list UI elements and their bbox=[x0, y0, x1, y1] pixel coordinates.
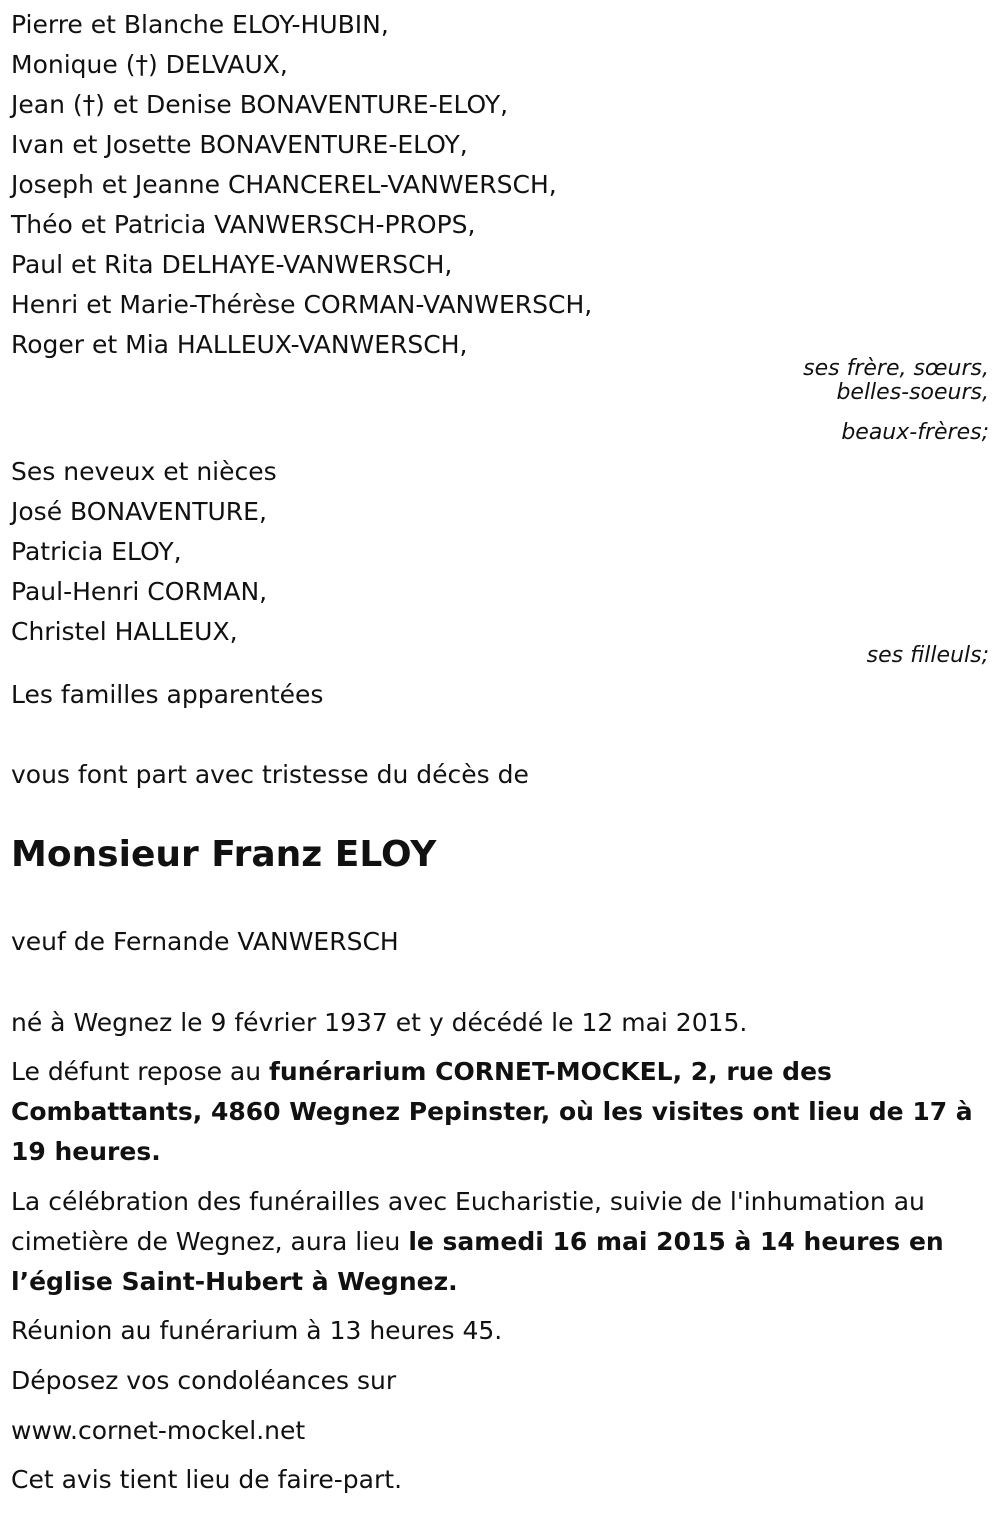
website-link[interactable]: www.cornet-mockel.net bbox=[11, 1416, 306, 1445]
birth-death-info: né à Wegnez le 9 février 1937 et y décédé le 12 mai 2015. bbox=[11, 1008, 748, 1037]
family-member: Théo et Patricia VANWERSCH-PROPS, bbox=[11, 210, 476, 239]
related-families: Les familles apparentées bbox=[11, 680, 324, 709]
relation-line: beaux-frères; bbox=[841, 420, 989, 445]
closing-note: Cet avis tient lieu de faire-part. bbox=[11, 1465, 403, 1494]
widower-of: veuf de Fernande VANWERSCH bbox=[11, 927, 399, 956]
relation-siblings bbox=[803, 357, 989, 405]
nephew-name: Christel HALLEUX, bbox=[11, 617, 238, 646]
rest-paragraph bbox=[11, 1052, 989, 1172]
rest-prefix: Le défunt repose au bbox=[11, 1057, 270, 1086]
deceased-name: Monsieur Franz ELOY bbox=[11, 834, 437, 875]
relation-godchildren bbox=[867, 644, 989, 668]
family-member: Joseph et Jeanne CHANCEREL-VANWERSCH, bbox=[11, 170, 557, 199]
funeral-date-place: le samedi 16 mai 2015 à 14 heures en l’église Saint-Hubert à Wegnez. bbox=[11, 1227, 944, 1296]
relation-line: ses filleuls; bbox=[866, 643, 989, 668]
nephews-list bbox=[11, 452, 277, 652]
funeral-paragraph bbox=[11, 1182, 989, 1302]
nephew-name: Patricia ELOY, bbox=[11, 537, 182, 566]
family-member: Jean (†) et Denise BONAVENTURE-ELOY, bbox=[11, 90, 509, 119]
nephew-name: Paul-Henri CORMAN, bbox=[11, 577, 268, 606]
family-member: Roger et Mia HALLEUX-VANWERSCH, bbox=[11, 330, 468, 359]
family-member: Paul et Rita DELHAYE-VANWERSCH, bbox=[11, 250, 453, 279]
family-member: Monique (†) DELVAUX, bbox=[11, 50, 288, 79]
meeting-info: Réunion au funérarium à 13 heures 45. bbox=[11, 1316, 503, 1345]
relation-line: ses frère, sœurs, bbox=[803, 356, 989, 381]
family-members-list bbox=[11, 5, 592, 365]
condolences-label: Déposez vos condoléances sur bbox=[11, 1366, 397, 1395]
rest-location: funérarium CORNET-MOCKEL, 2, rue des Combattants, 4860 Wegnez Pepinster, où les visites ont lieu de 17 à 19 heures. bbox=[11, 1057, 973, 1166]
relation-brothers-in-law bbox=[841, 421, 989, 445]
funeral-prefix: La célébration des funérailles avec Eucharistie, suivie de l'inhumation au cimetière de Wegnez, aura lieu bbox=[11, 1187, 925, 1256]
nephews-heading: Ses neveux et nièces bbox=[11, 457, 277, 486]
relation-line: belles-soeurs, bbox=[836, 380, 989, 405]
family-member: Pierre et Blanche ELOY-HUBIN, bbox=[11, 10, 389, 39]
announcement-text: vous font part avec tristesse du décès de bbox=[11, 760, 529, 789]
family-member: Ivan et Josette BONAVENTURE-ELOY, bbox=[11, 130, 468, 159]
family-member: Henri et Marie-Thérèse CORMAN-VANWERSCH, bbox=[11, 290, 593, 319]
nephew-name: José BONAVENTURE, bbox=[11, 497, 267, 526]
